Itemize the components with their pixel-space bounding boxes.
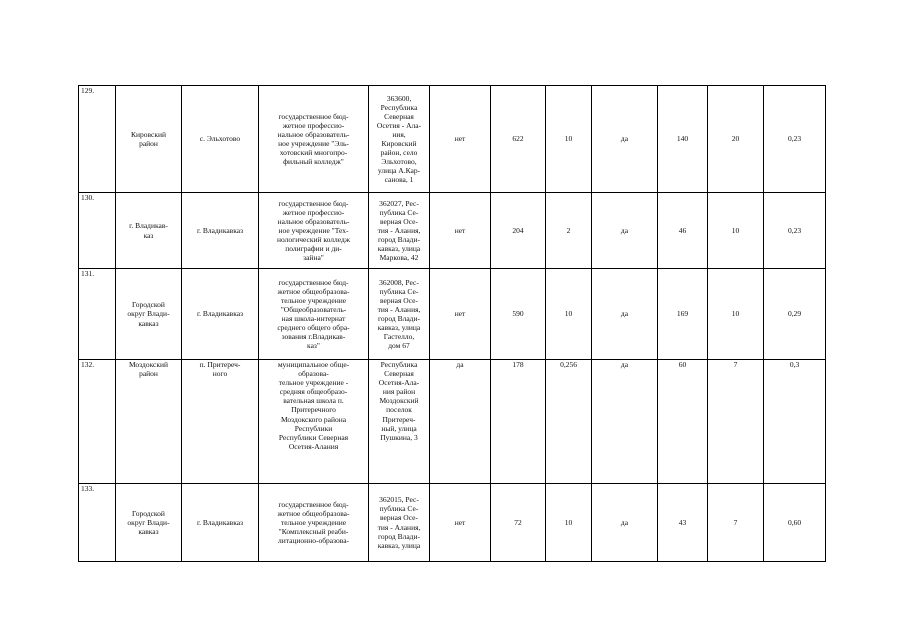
value-cell: 60	[658, 360, 708, 484]
value-cell: 0,23	[764, 193, 826, 269]
address-cell: 363600, Республика Северная Осетия - Ала- ния, Кировский район, село Эльхотово, улица А.Кар- санова, 1	[369, 86, 430, 193]
value-cell: нет	[430, 484, 491, 562]
value-cell: 10	[546, 269, 592, 360]
value-cell: 622	[491, 86, 546, 193]
value-cell: 0,3	[764, 360, 826, 484]
value-cell: 43	[658, 484, 708, 562]
value-cell: 204	[491, 193, 546, 269]
value-cell: да	[430, 360, 491, 484]
address-cell: 362008, Рес- публика Се- верная Осе- тия - Алания, город Влади- кавказ, улица Гастелло, дом 67	[369, 269, 430, 360]
organization-cell: государственное бюд- жетное профессио- нальное образователь- ное учреждение "Тех- нологический колледж полиграфии и ди- зайна"	[259, 193, 369, 269]
value-cell: да	[592, 269, 658, 360]
table-row	[79, 193, 826, 269]
value-cell: 169	[658, 269, 708, 360]
table-row	[79, 86, 826, 193]
organization-cell: государственное бюд- жетное общеобразова- тельное учреждение "Комплексный реаби- литационно-образова-	[259, 484, 369, 562]
organization-cell: муниципальное обще- образова- тельное учреждение - средняя общеобразо- вательная школа п. Притеречного Моздокского района Республики Республики Северная Осетия-Алания	[259, 360, 369, 484]
value-cell: нет	[430, 269, 491, 360]
data-table	[78, 85, 826, 562]
value-cell: 0,256	[546, 360, 592, 484]
value-cell: 2	[546, 193, 592, 269]
address-cell: Республика Северная Осетия-Ала- ния район Моздокский поселок Притереч- ный, улица Пушкина, 3	[369, 360, 430, 484]
value-cell: 7	[708, 360, 764, 484]
value-cell: да	[592, 360, 658, 484]
row-number: 132.	[79, 360, 116, 484]
value-cell: 590	[491, 269, 546, 360]
value-cell: 0,23	[764, 86, 826, 193]
table-row	[79, 360, 826, 484]
row-number: 129.	[79, 86, 116, 193]
value-cell: 10	[708, 193, 764, 269]
settlement-cell: г. Владикавказ	[182, 269, 259, 360]
value-cell: 10	[546, 484, 592, 562]
settlement-cell: с. Эльхотово	[182, 86, 259, 193]
value-cell: 10	[546, 86, 592, 193]
organization-cell: государственное бюд- жетное общеобразова- тельное учреждение "Общеобразователь- ная школа-интернат среднего общего обра- зования г.Владикав- каз"	[259, 269, 369, 360]
district-cell: Моздокский район	[116, 360, 182, 484]
value-cell: 72	[491, 484, 546, 562]
table-row	[79, 484, 826, 562]
value-cell: да	[592, 193, 658, 269]
row-number: 131.	[79, 269, 116, 360]
district-cell: Городской округ Влади- кавказ	[116, 484, 182, 562]
value-cell: 10	[708, 269, 764, 360]
settlement-cell: г. Владикавказ	[182, 193, 259, 269]
value-cell: нет	[430, 193, 491, 269]
row-number: 133.	[79, 484, 116, 562]
value-cell: да	[592, 484, 658, 562]
value-cell: да	[592, 86, 658, 193]
table-row	[79, 269, 826, 360]
row-number: 130.	[79, 193, 116, 269]
district-cell: Кировский район	[116, 86, 182, 193]
settlement-cell: п. Притереч- ного	[182, 360, 259, 484]
value-cell: 20	[708, 86, 764, 193]
organization-cell: государственное бюд- жетное профессио- нальное образователь- ное учреждение "Эль- хотовский многопро- фильный колледж"	[259, 86, 369, 193]
district-cell: г. Владикав- каз	[116, 193, 182, 269]
value-cell: нет	[430, 86, 491, 193]
district-cell: Городской округ Влади- кавказ	[116, 269, 182, 360]
value-cell: 178	[491, 360, 546, 484]
value-cell: 0,60	[764, 484, 826, 562]
address-cell: 362027, Рес- публика Се- верная Осе- тия - Алания, город Влади- кавказ, улица Маркова, 42	[369, 193, 430, 269]
settlement-cell: г. Владикавказ	[182, 484, 259, 562]
value-cell: 46	[658, 193, 708, 269]
value-cell: 0,29	[764, 269, 826, 360]
value-cell: 7	[708, 484, 764, 562]
value-cell: 140	[658, 86, 708, 193]
address-cell: 362015, Рес- публика Се- верная Осе- тия - Алания, город Влади- кавказ, улица	[369, 484, 430, 562]
